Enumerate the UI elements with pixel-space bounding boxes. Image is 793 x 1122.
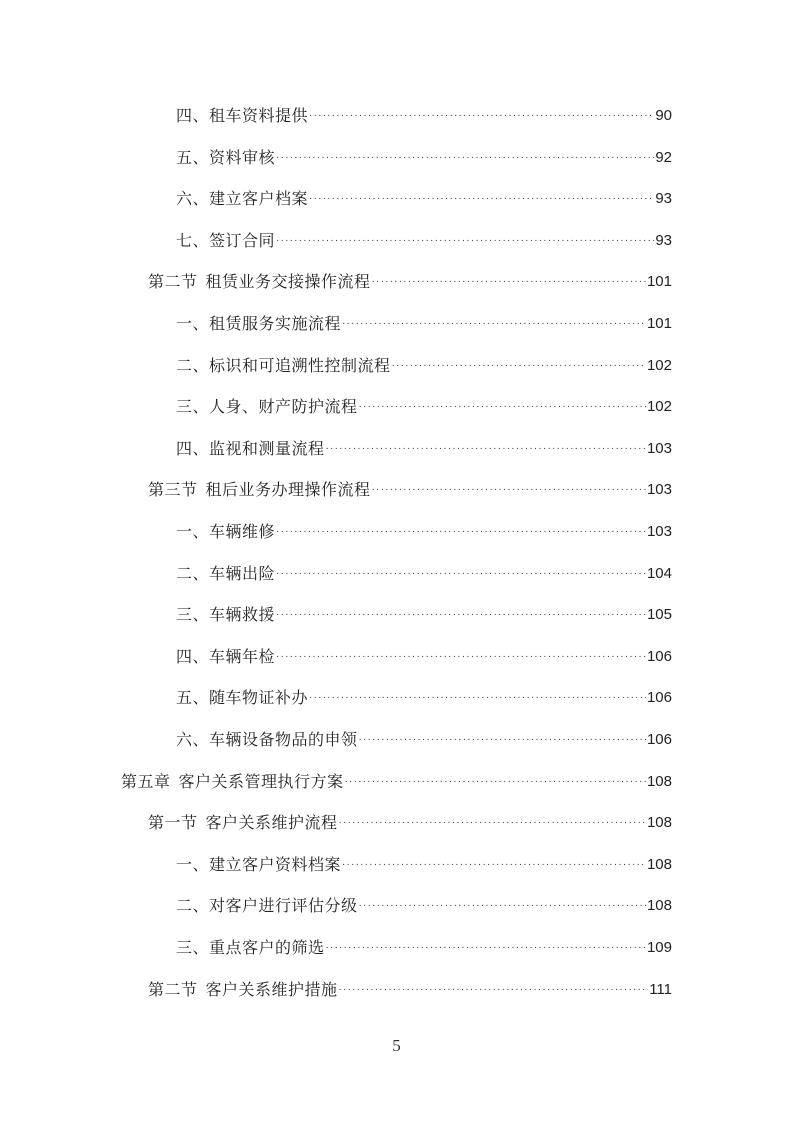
toc-entry-page: 103 [646, 523, 672, 540]
toc-entry-title: 一、租赁服务实施流程 [176, 314, 342, 333]
toc-entry[interactable] [176, 936, 672, 960]
toc-entry-page: 104 [646, 564, 672, 582]
toc-entry-title: 一、建立客户资料档案 [176, 854, 342, 874]
toc-entry-title: 六、建立客户档案 [176, 189, 309, 209]
toc-entry[interactable] [176, 853, 672, 877]
toc-entry-page: 93 [655, 231, 672, 249]
toc-entry-page: 106 [646, 731, 672, 748]
toc-entry-title: 租赁业务交接操作流程 [205, 272, 371, 292]
toc-entry[interactable] [176, 562, 672, 586]
toc-entry[interactable] [176, 645, 672, 669]
leader-dots [276, 149, 654, 167]
leader-dots [359, 398, 646, 416]
toc-entry[interactable] [176, 229, 672, 253]
toc-entry-page: 103 [646, 481, 672, 499]
toc-entry-title: 二、标识和可追溯性控制流程 [176, 355, 391, 375]
toc-entry-page: 93 [655, 190, 672, 208]
toc-section-entry[interactable] [148, 811, 672, 835]
leader-dots [276, 648, 646, 666]
toc-entry-title: 三、重点客户的筛选 [176, 938, 325, 957]
leader-dots [342, 856, 646, 874]
leader-dots [276, 606, 646, 624]
toc-entry[interactable] [176, 104, 672, 128]
toc-entry-title: 客户关系维护流程 [205, 813, 338, 833]
toc-entry-page: 90 [655, 107, 672, 124]
toc-section-entry[interactable] [148, 978, 672, 1002]
toc-entry[interactable] [176, 187, 672, 211]
toc-entry-page: 105 [646, 606, 672, 624]
toc-entry-page: 109 [646, 939, 672, 956]
toc-entry-page: 106 [646, 647, 672, 665]
toc-entry[interactable] [176, 894, 672, 918]
toc-entry[interactable] [176, 437, 672, 461]
toc-entry[interactable] [176, 354, 672, 378]
leader-dots [276, 565, 646, 583]
leader-dots [339, 981, 649, 999]
toc-entry-page: 108 [646, 814, 672, 832]
toc-entry-page: 102 [646, 356, 672, 374]
toc-entry-prefix: 第五章 [121, 771, 171, 791]
toc-entry[interactable] [176, 686, 672, 710]
toc-entry-page: 108 [646, 855, 672, 873]
toc-entry-page: 102 [646, 398, 672, 416]
leader-dots [359, 897, 646, 915]
toc-entry[interactable] [176, 728, 672, 752]
toc-entry-title: 客户关系维护措施 [205, 979, 338, 999]
leader-dots [345, 773, 646, 791]
toc-entry[interactable] [176, 146, 672, 170]
leader-dots [326, 440, 646, 458]
toc-entry-prefix: 第三节 [148, 480, 198, 500]
toc-entry-page: 111 [649, 980, 672, 998]
toc-entry-title: 客户关系管理执行方案 [178, 771, 344, 791]
page-number: 5 [392, 1036, 401, 1055]
leader-dots [276, 232, 654, 250]
leader-dots [309, 190, 654, 208]
toc-entry-title: 五、随车物证补办 [176, 688, 309, 708]
leader-dots [372, 273, 646, 291]
toc-entry-title: 四、监视和测量流程 [176, 438, 325, 458]
toc-entry-prefix: 第二节 [148, 272, 198, 292]
toc-entry[interactable] [176, 520, 672, 544]
toc-entry-prefix: 第一节 [148, 813, 198, 833]
leader-dots [339, 814, 646, 832]
leader-dots [309, 689, 646, 707]
toc-entry-page: 106 [646, 689, 672, 707]
leader-dots [276, 523, 646, 541]
toc-entry-page: 101 [646, 273, 672, 291]
toc-entry-title: 二、对客户进行评估分级 [176, 896, 358, 916]
toc-entry-page: 108 [646, 772, 672, 790]
toc-entry-title: 七、签订合同 [176, 230, 276, 250]
toc-entry-title: 四、租车资料提供 [176, 106, 309, 125]
toc-entry-page: 108 [646, 897, 672, 915]
toc-entry-page: 101 [646, 315, 672, 332]
leader-dots [326, 939, 646, 957]
toc-section-entry[interactable] [148, 478, 672, 502]
toc-entry[interactable] [176, 395, 672, 419]
toc-chapter-entry[interactable] [121, 770, 672, 794]
leader-dots [372, 481, 646, 499]
leader-dots [359, 731, 646, 749]
toc-entry-page: 103 [646, 439, 672, 457]
toc-entry-title: 三、人身、财产防护流程 [176, 397, 358, 417]
toc-entry-page: 92 [655, 148, 672, 166]
toc-entry-title: 租后业务办理操作流程 [205, 480, 371, 500]
toc-entry-prefix: 第二节 [148, 979, 198, 999]
toc-entry-title: 一、车辆维修 [176, 522, 276, 541]
toc-entry-title: 三、车辆救援 [176, 605, 276, 625]
toc-section-entry[interactable] [148, 270, 672, 294]
toc-entry[interactable] [176, 312, 672, 336]
toc-entry-title: 四、车辆年检 [176, 646, 276, 666]
leader-dots [392, 357, 646, 375]
toc-entry-title: 五、资料审核 [176, 147, 276, 167]
toc-entry-title: 六、车辆设备物品的申领 [176, 730, 358, 749]
leader-dots [342, 315, 646, 333]
leader-dots [309, 107, 654, 125]
toc-entry[interactable] [176, 603, 672, 627]
toc-entry-title: 二、车辆出险 [176, 563, 276, 583]
